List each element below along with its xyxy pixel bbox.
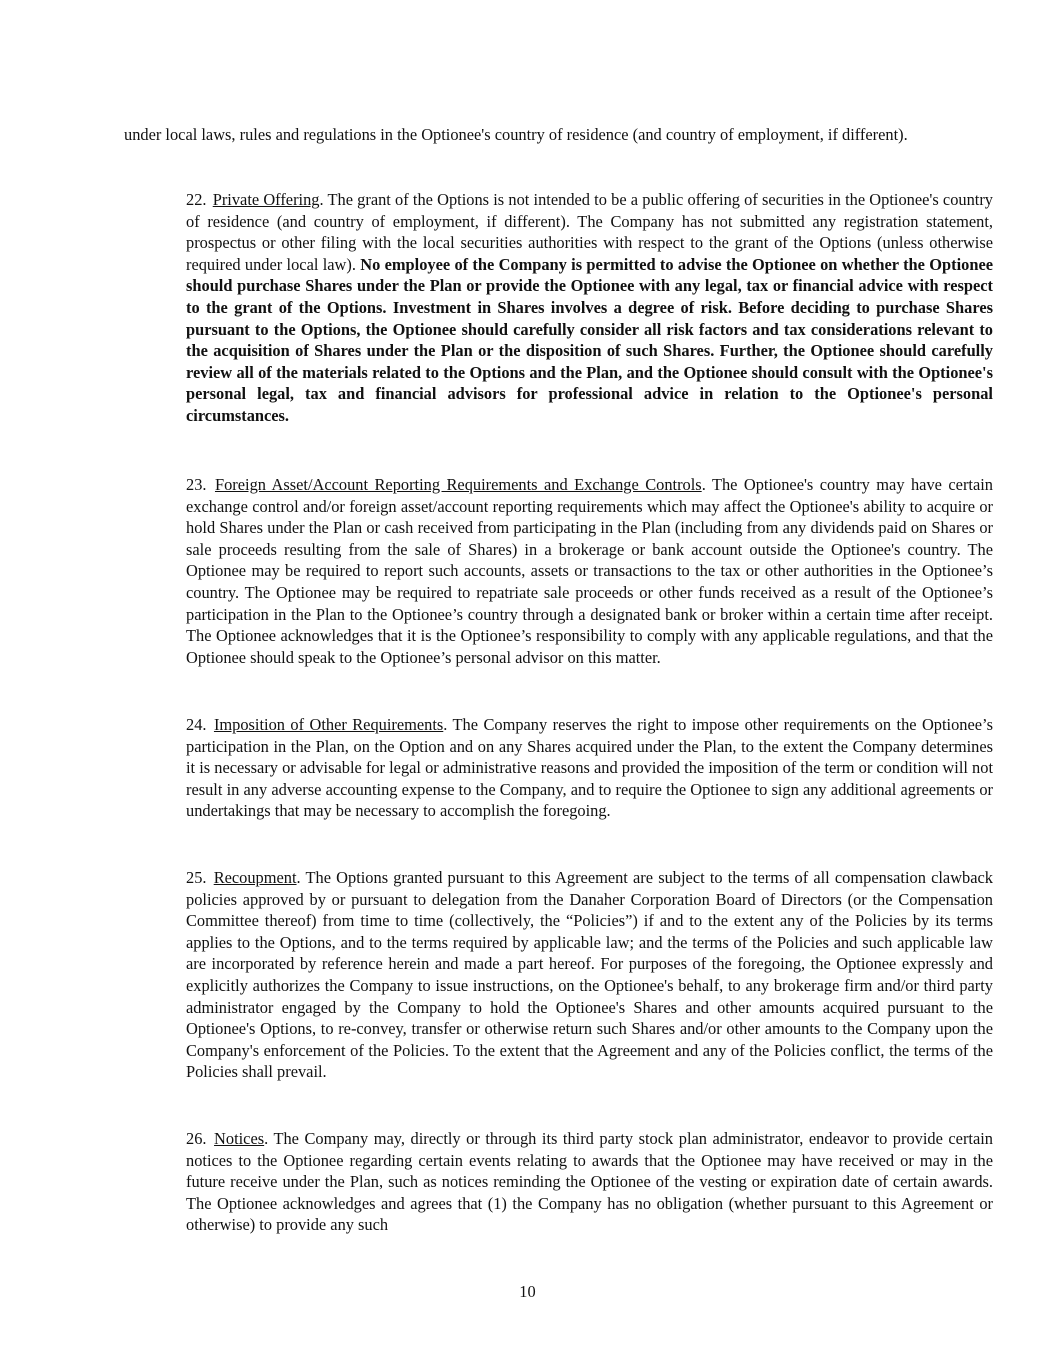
continuation-paragraph: under local laws, rules and regulations in the Optionee's country of residence (and country of employment, if different).: [124, 125, 908, 144]
section-text: . The Optionee's country may have certain exchange control and/or foreign asset/account reporting requirements which may affect the Optionee's ability to acquire or hold Shares under the Plan or cash received from participating in the Plan (including from any dividends paid on Shares or sale proceeds resulting from the sale of Shares) in a brokerage or bank account outside the Optionee's country. The Optionee may be required to report such accounts, assets or transactions to the tax or other authorities in the Optionee’s country. The Optionee may be required to repatriate sale proceeds or other funds received as a result of the Optionee’s participation in the Plan to the Optionee’s country through a designated bank or broker within a certain time after receipt. The Optionee acknowledges that it is the Optionee’s responsibility to comply with any applicable regulations, and that the Optionee should speak to the Optionee’s personal advisor on this matter.: [186, 475, 993, 667]
section-heading: Private Offering: [212, 190, 320, 209]
section-number: 26.: [186, 1129, 207, 1148]
section-heading: Foreign Asset/Account Reporting Requirements and Exchange Controls: [214, 475, 702, 494]
section-24-other-requirements: [124, 714, 993, 822]
section-text: . The Company may, directly or through its third party stock plan administrator, endeavor to provide certain notices to the Optionee regarding certain events relating to awards that the Optionee may have received or may in the future receive under the Plan, such as notices reminding the Optionee of the vesting or expiration date of certain awards. The Optionee acknowledges and agrees that (1) the Company has no obligation (whether pursuant to this Agreement or otherwise) to provide any such: [186, 1129, 993, 1235]
section-text: . The Company reserves the right to impose other requirements on the Optionee’s participation in the Plan, on the Option and on any Shares acquired under the Plan, to the extent the Company determines it is necessary or advisable for legal or administrative reasons and provided the imposition of the term or condition will not result in any adverse accounting expense to the Company, and to require the Optionee to sign any additional agreements or undertakings that may be necessary to accomplish the foregoing.: [186, 715, 993, 821]
section-25-recoupment: [124, 867, 993, 1083]
section-23-foreign-asset-reporting: [124, 474, 993, 668]
section-number: 25.: [186, 868, 207, 887]
section-number: 23.: [186, 475, 207, 494]
section-text: . The Options granted pursuant to this Agreement are subject to the terms of all compensation clawback policies approved by or pursuant to delegation from the Danaher Corporation Board of Directors (or the Compensation Committee thereof) from time to time (collectively, the “Policies”) if and to the extent any of the Policies by its terms applies to the Options, and to the terms required by applicable law; and the terms of the Policies and such applicable law are incorporated by reference herein and made a part hereof. For purposes of the foregoing, the Optionee expressly and explicitly authorizes the Company to issue instructions, on the Optionee's behalf, to any brokerage firm and/or third party administrator engaged by the Company to hold the Optionee's Shares and other amounts acquired pursuant to the Optionee's Options, to re-convey, transfer or otherwise return such Shares and/or other amounts to the Company upon the Company's enforcement of the Policies. To the extent that the Agreement and any of the Policies conflict, the terms of the Policies shall prevail.: [186, 868, 993, 1082]
page-number: 10: [519, 1282, 536, 1301]
section-26-notices: [124, 1128, 993, 1236]
section-number: 24.: [186, 715, 207, 734]
section-22-private-offering: [124, 189, 993, 427]
section-bold-text: No employee of the Company is permitted to advise the Optionee on whether the Optionee should purchase Shares under the Plan or provide the Optionee with any legal, tax or financial advice with respect to the grant of the Options. Investment in Shares involves a degree of risk. Before deciding to purchase Shares pursuant to the Options, the Optionee should carefully consider all risk factors and tax considerations relevant to the acquisition of Shares under the Plan or the disposition of such Shares. Further, the Optionee should carefully review all of the materials related to the Options and the Plan, and the Optionee should consult with the Optionee's personal legal, tax and financial advisors for professional advice in relation to the Optionee's personal circumstances.: [186, 254, 993, 425]
section-heading: Imposition of Other Requirements: [213, 715, 444, 734]
section-number: 22.: [186, 190, 207, 209]
section-heading: Recoupment: [213, 868, 297, 887]
section-text: . The grant of the Options is not intended to be a public offering of securities in the Optionee's country of residence (and country of employment, if different). The Company has not submitted any registration statement, prospectus or other filing with the local securities authorities with respect to the grant of the Options (unless otherwise required under local law).: [186, 190, 993, 274]
section-heading: Notices: [214, 1129, 265, 1148]
